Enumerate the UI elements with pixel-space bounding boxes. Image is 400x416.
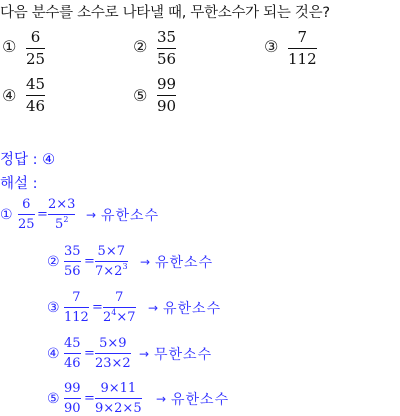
fraction-bar bbox=[64, 307, 89, 308]
solution-marker: ④ bbox=[47, 346, 60, 362]
original-fraction bbox=[64, 291, 89, 324]
numerator: 7 bbox=[72, 290, 81, 305]
fraction-bar bbox=[157, 95, 176, 96]
original-fraction bbox=[64, 337, 81, 370]
denominator: 90 bbox=[64, 401, 81, 416]
factored-fraction bbox=[95, 245, 128, 278]
result-label: 유한소수 bbox=[155, 255, 214, 271]
result-label: 무한소수 bbox=[154, 347, 213, 363]
fraction-bar bbox=[64, 261, 81, 262]
answer-value: ④ bbox=[42, 152, 56, 168]
choice-fraction bbox=[26, 77, 45, 114]
fraction-bar bbox=[18, 214, 35, 215]
choice-fraction bbox=[26, 30, 45, 67]
numerator: 99 bbox=[64, 381, 81, 396]
solution-marker: ① bbox=[0, 207, 13, 223]
numerator: 5×7 bbox=[97, 244, 125, 259]
answer-line bbox=[0, 148, 55, 169]
numerator: 9×11 bbox=[100, 381, 137, 396]
numerator: 6 bbox=[30, 28, 41, 46]
factored-fraction bbox=[48, 198, 75, 231]
numerator: 45 bbox=[64, 336, 81, 351]
fraction-bar bbox=[288, 48, 317, 49]
explanation-label: 해설 : bbox=[0, 176, 38, 192]
factored-fraction bbox=[95, 337, 131, 370]
equals-sign: = bbox=[37, 207, 48, 222]
original-fraction bbox=[18, 198, 35, 231]
choice-marker: ④ bbox=[2, 86, 17, 105]
numerator: 7 bbox=[115, 290, 124, 305]
original-fraction bbox=[64, 382, 81, 415]
equals-sign: = bbox=[84, 254, 95, 269]
fraction-bar bbox=[26, 48, 45, 49]
denominator: 46 bbox=[64, 356, 81, 371]
question-text: 다음 분수를 소수로 나타낼 때, 무한소수가 되는 것은? bbox=[0, 5, 330, 21]
fraction-bar bbox=[95, 353, 131, 354]
denominator: 23×2 bbox=[95, 356, 131, 371]
arrow-icon: → bbox=[148, 301, 159, 315]
solution-marker: ③ bbox=[47, 300, 60, 316]
denominator: 46 bbox=[26, 97, 46, 115]
choice-fraction bbox=[288, 30, 317, 67]
numerator: 99 bbox=[157, 75, 177, 93]
arrow-icon: → bbox=[140, 255, 151, 269]
fraction-bar bbox=[26, 95, 45, 96]
denominator: $2^4\times 7$ bbox=[103, 308, 136, 325]
denominator: $5^2$ bbox=[55, 215, 69, 232]
denominator: 56 bbox=[64, 264, 81, 279]
result-label: 유한소수 bbox=[171, 392, 230, 408]
answer-label: 정답 : bbox=[0, 152, 38, 168]
solution-marker: ⑤ bbox=[47, 391, 60, 407]
fraction-bar bbox=[48, 214, 75, 215]
arrow-icon: → bbox=[139, 347, 150, 361]
fraction-bar bbox=[95, 398, 142, 399]
equals-sign: = bbox=[84, 391, 95, 406]
fraction-bar bbox=[157, 48, 176, 49]
choice-marker: ③ bbox=[264, 37, 279, 56]
fraction-bar bbox=[64, 353, 81, 354]
denominator: $7\times 2^3$ bbox=[95, 262, 128, 279]
numerator: 2×3 bbox=[48, 197, 76, 212]
denominator: 9×2×5 bbox=[95, 401, 142, 416]
choice-marker: ⑤ bbox=[133, 86, 148, 105]
numerator: 5×9 bbox=[99, 336, 127, 351]
denominator: 90 bbox=[157, 97, 177, 115]
factored-fraction bbox=[95, 382, 142, 415]
arrow-icon: → bbox=[156, 392, 167, 406]
arrow-icon: → bbox=[86, 208, 97, 222]
choice-marker: ② bbox=[133, 37, 148, 56]
factored-fraction bbox=[103, 291, 136, 324]
fraction-bar bbox=[103, 307, 136, 308]
numerator: 45 bbox=[26, 75, 46, 93]
equals-sign: = bbox=[84, 346, 95, 361]
choice-fraction bbox=[157, 77, 176, 114]
numerator: 35 bbox=[157, 28, 177, 46]
original-fraction bbox=[64, 245, 81, 278]
numerator: 6 bbox=[22, 197, 31, 212]
numerator: 7 bbox=[297, 28, 308, 46]
numerator: 35 bbox=[64, 244, 81, 259]
choice-marker: ① bbox=[2, 37, 17, 56]
solution-marker: ② bbox=[47, 254, 60, 270]
result-label: 유한소수 bbox=[163, 301, 222, 317]
equals-sign: = bbox=[92, 300, 103, 315]
denominator: 25 bbox=[18, 217, 35, 232]
denominator: 112 bbox=[64, 310, 89, 325]
choice-fraction bbox=[157, 30, 176, 67]
denominator: 56 bbox=[157, 50, 177, 68]
denominator: 112 bbox=[288, 50, 317, 68]
denominator: 25 bbox=[26, 50, 46, 68]
fraction-bar bbox=[64, 398, 81, 399]
result-label: 유한소수 bbox=[101, 208, 160, 224]
